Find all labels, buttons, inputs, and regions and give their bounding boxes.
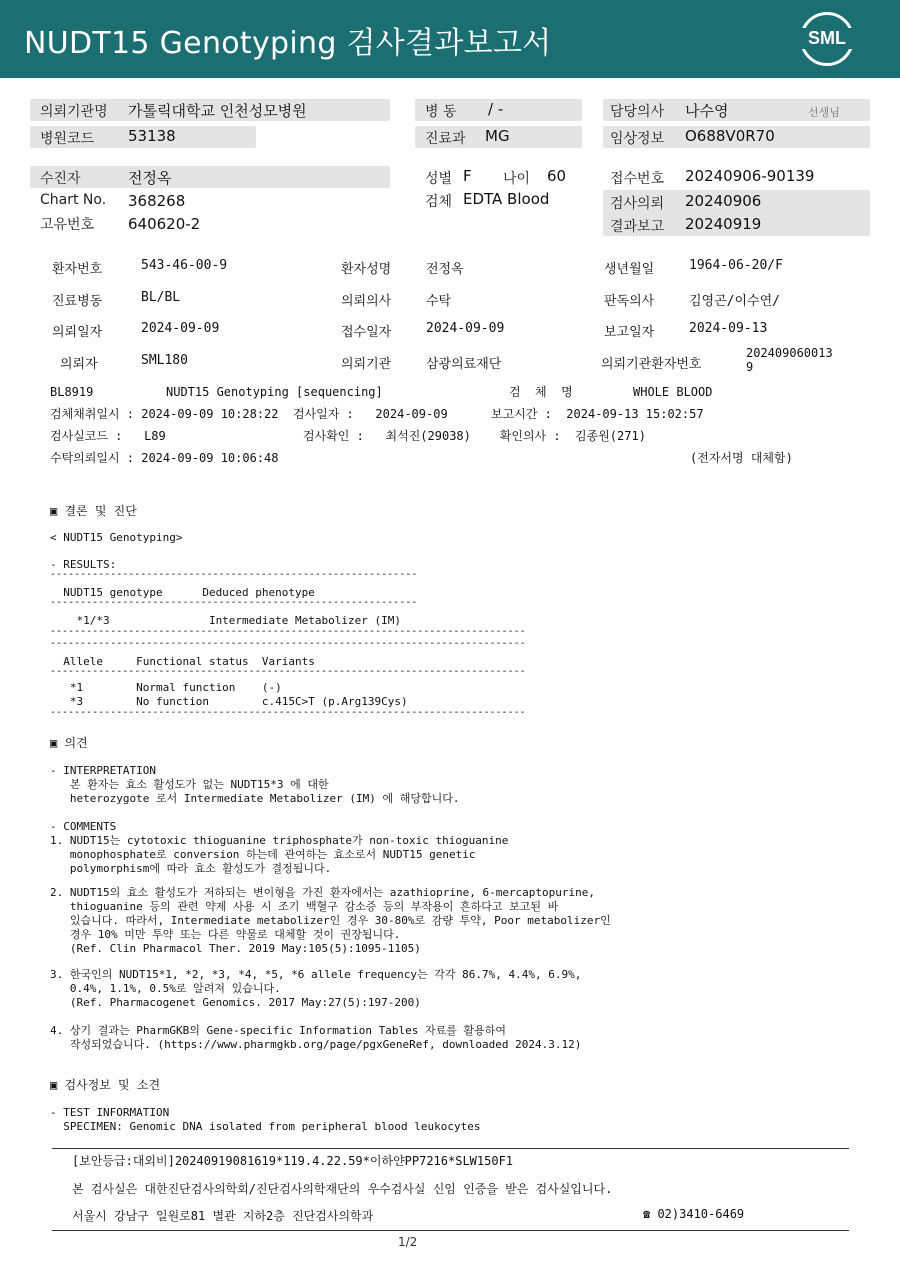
ward2-value: BL/BL [141,290,181,305]
dob-label: 생년월일 [604,262,655,277]
sml-logo [800,12,854,66]
allele-table-row: *3 No function c.415C>T (p.Arg139Cys) [50,695,408,708]
report-value: 20240919 [685,215,762,233]
comment-1: - COMMENTS 1. NUDT15는 cytotoxic thioguanine triphosphate가 non-toxic thioguanine monophosphate로 conversion 하는데 관여하는 효소로서 NUDT15 genetic polymorphism에 따라 효소 활성도가 결정됩니다. [50,820,509,875]
genotyping-heading: < NUDT15 Genotyping> [50,531,183,544]
test-row-2: 검사실코드 : L89 검사확인 : 최석진(29038) 확인의사 : 김종원(271) [50,429,646,443]
request-value: 20240906 [685,192,762,210]
requester-label: 의뢰자 [60,357,98,372]
sex-value: F [463,167,472,185]
rule-1: ------------------------------------------------------------- [50,569,418,580]
doctor-label: 담당의사 [610,104,665,120]
pid-value: 543-46-00-9 [141,258,228,273]
page-number: 1/2 [398,1235,418,1249]
reqinst-value: 삼광의료재단 [426,357,502,372]
interpretation-text: - INTERPRETATION 본 환자는 효소 활성도가 없는 NUDT15*3 에 대한 heterozygote 로서 Intermediate Metabolizer (IM) 에 해당합니다. [50,764,460,805]
rule-4: ------------------------------------------------------------------------------- [50,638,526,649]
rule-6: ------------------------------------------------------------------------------- [50,707,526,718]
ward-label: 병 동 [425,104,457,120]
uid-value: 640620-2 [128,215,201,233]
dept-value: MG [485,127,510,145]
age-value: 60 [547,167,567,185]
reqdoc-value: 수탁 [426,294,452,309]
logo-text: SML [800,28,854,49]
footer-rule-top [52,1148,849,1149]
telephone-icon [643,1207,744,1221]
hospcode-label: 병원코드 [40,131,95,147]
repdate-label: 보고일자 [604,325,655,340]
repdate-value: 2024-09-13 [689,321,768,336]
section-opinion: ▣ 의견 [50,736,88,750]
requester-value: SML180 [141,353,188,368]
report-header [0,0,900,78]
readdoc-label: 판독의사 [604,294,655,309]
allele-table-row: *1 Normal function (-) [50,681,282,694]
comment-4: 4. 상기 결과는 PharmGKB의 Gene-specific Information Tables 자료를 활용하여 작성되었습니다. (https://www.pharmgkb.org/page/pgxGeneRef, downloaded 2024.3.12) [50,1024,582,1051]
test-row-3: 수탁의뢰일시 : 2024-09-09 10:06:48 [50,451,279,465]
certification-line: 본 검사실은 대한진단검사의학회/진단검사의학재단의 우수검사실 신임 인증을 받은 검사실입니다. [72,1182,613,1196]
esign-note: (전자서명 대체함) [690,451,793,465]
readdoc-value: 김영곤/이수연/ [689,294,781,309]
uid-label: 고유번호 [40,217,95,233]
dept-label: 진료과 [425,131,466,147]
chart-value: 368268 [128,192,186,210]
hospcode-value: 53138 [128,127,176,145]
reqpid-label: 의뢰기관환자번호 [601,357,702,372]
rule-2: ------------------------------------------------------------- [50,597,418,608]
rule-3: ------------------------------------------------------------------------------- [50,626,526,637]
specimen-label: 검체 [425,194,453,210]
report-title: NUDT15 Genotyping 검사결과보고서 [24,26,552,61]
pname-value: 전정옥 [426,262,464,277]
pname-label: 환자성명 [341,262,392,277]
receipt-label: 접수번호 [610,171,665,187]
genotype-table-row: *1/*3 Intermediate Metabolizer (IM) [50,614,401,627]
rule-5: ------------------------------------------------------------------------------- [50,666,526,677]
specimen-name-label: 검 체 명 [509,385,573,399]
institution-value: 가톨릭대학교 인천성모병원 [128,102,307,120]
security-line: [보안등급:대외비]20240919081619*119.4.22.59*이하얀PP7216*SLW150F1 [72,1154,514,1168]
reqdoc-label: 의뢰의사 [341,294,392,309]
comment-3: 3. 한국인의 NUDT15*1, *2, *3, *4, *5, *6 allele frequency는 각각 86.7%, 4.4%, 6.9%, 0.4%, 1.1%, 0.5%로 알려져 있습니다. (Ref. Pharmacogenet Genomics. 2017 May:27(5):197-200) [50,968,582,1009]
sex-label: 성별 [425,171,453,187]
recdate-label: 접수일자 [341,325,392,340]
patient-box [30,166,390,188]
allele-table-header: Allele Functional status Variants [50,655,315,668]
reqinst-label: 의뢰기관 [341,357,392,372]
section-test-info: ▣ 검사정보 및 소견 [50,1078,161,1092]
doctor-value: 나수영 [685,102,729,120]
recdate-value: 2024-09-09 [426,321,505,336]
age-label: 나이 [503,171,531,187]
clinical-value: O688V0R70 [685,127,775,145]
request-label: 검사의뢰 [610,196,665,212]
section-conclusion: ▣ 결론 및 진단 [50,504,137,518]
ward-value: / - [488,100,504,118]
footer-rule-bottom [52,1230,849,1231]
report-label: 결과보고 [610,219,665,235]
patient-value: 전정옥 [128,169,172,187]
specimen-name-value: WHOLE BLOOD [633,385,713,399]
dob-value: 1964-06-20/F [689,258,783,273]
test-row-1: 검체채취일시 : 2024-09-09 10:28:22 검사일자 : 2024-09-09 보고시간 : 2024-09-13 15:02:57 [50,407,704,421]
phone-number: ☎ 02)3410-6469 [643,1207,745,1221]
pid-label: 환자번호 [52,262,103,277]
receipt-value: 20240906-90139 [685,167,815,185]
specimen-value: EDTA Blood [463,190,550,208]
clinical-label: 임상정보 [610,131,665,147]
test-info-text: - TEST INFORMATION SPECIMEN: Genomic DNA isolated from peripheral blood leukocytes [50,1106,481,1133]
test-name: NUDT15 Genotyping [sequencing] [166,385,383,399]
test-code: BL8919 [50,385,94,399]
results-heading: - RESULTS: [50,558,117,571]
genotype-table-header: NUDT15 genotype Deduced phenotype [50,586,315,599]
reqdate-label: 의뢰일자 [52,325,103,340]
ward2-label: 진료병동 [52,294,103,309]
reqpid-value-2: 9 [746,360,754,374]
patient-label: 수진자 [40,171,81,187]
institution-label: 의뢰기관명 [40,104,108,120]
address-line: 서울시 강남구 일원로81 별관 지하2층 진단검사의학과 [72,1209,374,1223]
chart-label: Chart No. [40,192,107,208]
comment-2: 2. NUDT15의 효소 활성도가 저하되는 변이형을 가진 환자에서는 azathioprine, 6-mercaptopurine, thioguanine 등의 관련 약제 사용 시 조기 백혈구 감소증 등의 부작용이 흔하다고 보고된 바 있습니다. 따라서, Intermediate metabolizer인 경우 30-80%로 감량 투약, Poor metabolizer인 경우 10% 미만 투약 또는 다른 약물로 대체할 것이 권장됩니다. (Ref. Clin Pharmacol Ther. 2019 May:105(5):1095-1105) [50,886,611,955]
reqpid-value-1: 202409060013 [746,346,833,360]
reqdate-value: 2024-09-09 [141,321,220,336]
doctor-suffix: 선생님 [808,106,840,119]
